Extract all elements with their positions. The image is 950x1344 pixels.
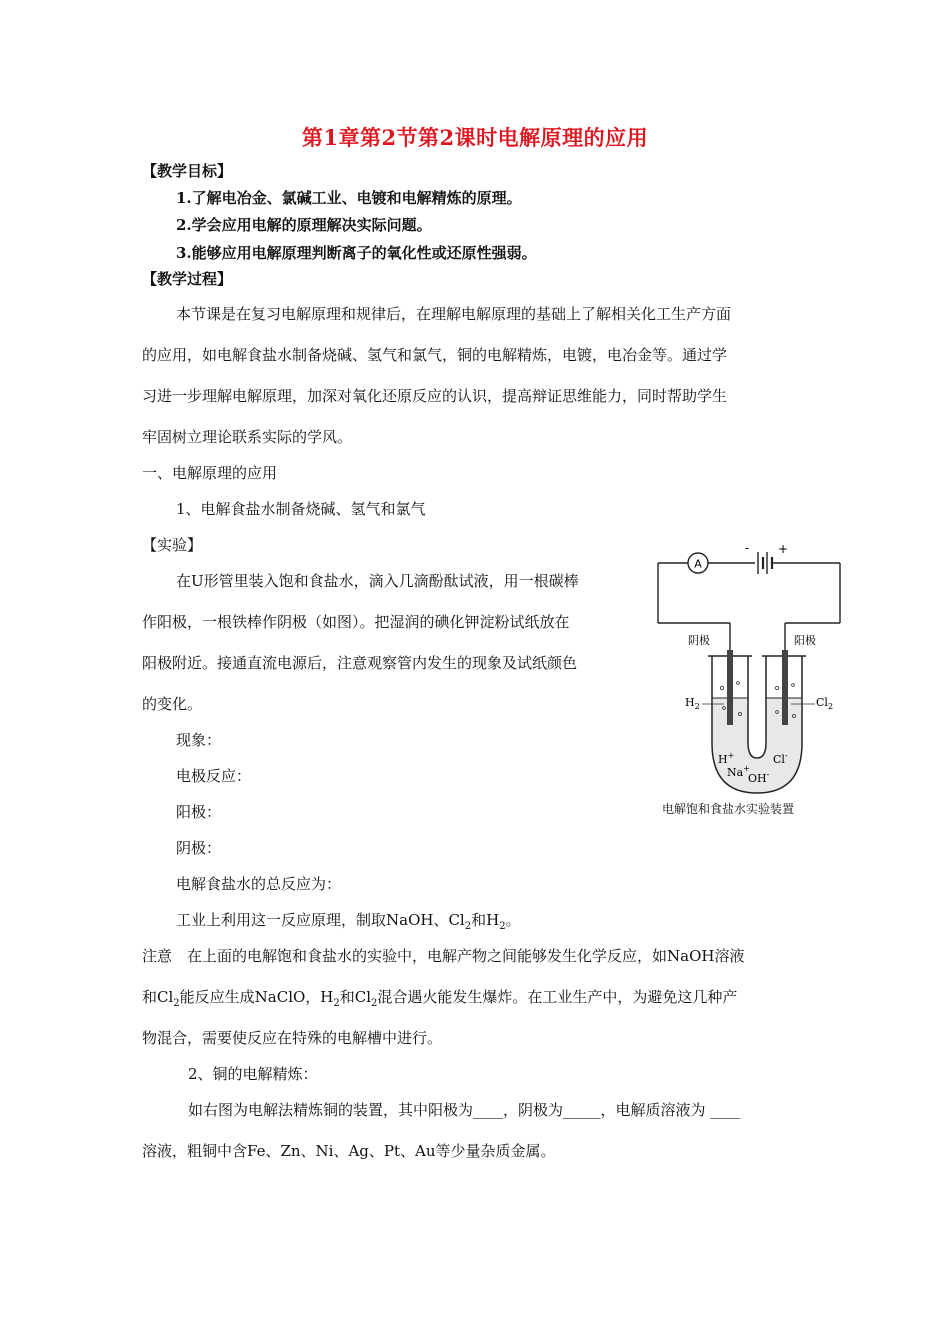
note-line: 注意 在上面的电解饱和食盐水的实验中，电解产物之间能够发生化学反应，如NaOH溶液 [142,947,745,965]
intro-line: 本节课是在复习电解原理和规律后，在理解电解原理的基础上了解相关化工生产方面 [176,305,732,323]
experiment-line: 作阳极，一根铁棒作阴极（如图）。把湿润的碘化钾淀粉试纸放在 [142,613,570,631]
experiment-label: 【实验】 [142,536,203,554]
anode-rod [782,650,788,725]
battery-plus: + [777,542,789,556]
cathode-figure-label: 阴极 [688,634,710,647]
objective-item: 1.了解电冶金、氯碱工业、电镀和电解精炼的原理。 [176,189,522,207]
h2-label: $H_2$ [685,696,700,711]
experiment-line: 阳极附近。接通直流电源后，注意观察管内发生的现象及试纸颜色 [142,654,578,672]
objective-item: 3.能够应用电解原理判断离子的氧化性或还原性强弱。 [176,244,537,262]
h-ion-label: H+ [718,751,735,766]
experiment-line: 的变化。 [142,695,203,713]
section1-heading: 一、电解原理的应用 [142,464,278,482]
na-ion-label: Na+ [727,764,750,779]
section2-line: 溶液，粗铜中含Fe、Zn、Ni、Ag、Pt、Au等少量杂质金属。 [142,1142,556,1160]
anode-figure-label: 阳极 [794,634,816,647]
note-line: 和$Cl_2$能反应生成NaClO，$H_2$和$Cl_2$混合遇火能发生爆炸。在工业生产中，为避免这几种产 [142,988,738,1009]
intro-line: 的应用，如电解食盐水制备烧碱、氢气和氯气，铜的电解精炼，电镀，电冶金等。通过学 [142,346,728,364]
figure-caption: 电解饱和食盐水实验装置 [662,802,795,816]
section2-line: 如右图为电解法精炼铜的装置，其中阳极为____，阴极为_____，电解质溶液为 ____ [188,1101,741,1119]
ammeter-label: A [694,557,702,571]
objective-item: 2.学会应用电解的原理解决实际问题。 [176,216,432,234]
cathode-label: 阴极： [176,839,222,857]
section2-heading: 2、铜的电解精炼： [188,1065,318,1083]
anode-label: 阳极： [176,803,222,821]
cathode-rod [727,650,733,725]
experiment-line: 在U形管里装入饱和食盐水，滴入几滴酚酞试液，用一根碳棒 [176,572,579,590]
phenomenon-label: 现象： [176,731,222,749]
section1-sub1: 1、电解食盐水制备烧碱、氢气和氯气 [176,500,426,518]
intro-line: 习进一步理解电解原理，加深对氧化还原反应的认识，提高辩证思维能力，同时帮助学生 [142,387,728,405]
intro-line: 牢固树立理论联系实际的学风。 [142,428,353,446]
electrode-reaction-label: 电极反应： [176,767,252,785]
cl-ion-label: Cl- [773,751,788,766]
page-title: 第1章第2节第2课时电解原理的应用 [301,125,649,150]
oh-ion-label: OH- [748,770,770,785]
battery-minus: - [744,541,750,555]
electrolysis-apparatus-figure [650,538,850,828]
process-heading: 【教学过程】 [142,270,233,288]
industry-line: 工业上利用这一反应原理，制取NaOH、$Cl_2$和$H_2$。 [176,911,521,932]
total-reaction-label: 电解食盐水的总反应为： [176,875,342,893]
note-line: 物混合，需要使反应在特殊的电解槽中进行。 [142,1029,443,1047]
cl2-label: $Cl_2$ [816,696,834,711]
objectives-heading: 【教学目标】 [142,162,233,180]
